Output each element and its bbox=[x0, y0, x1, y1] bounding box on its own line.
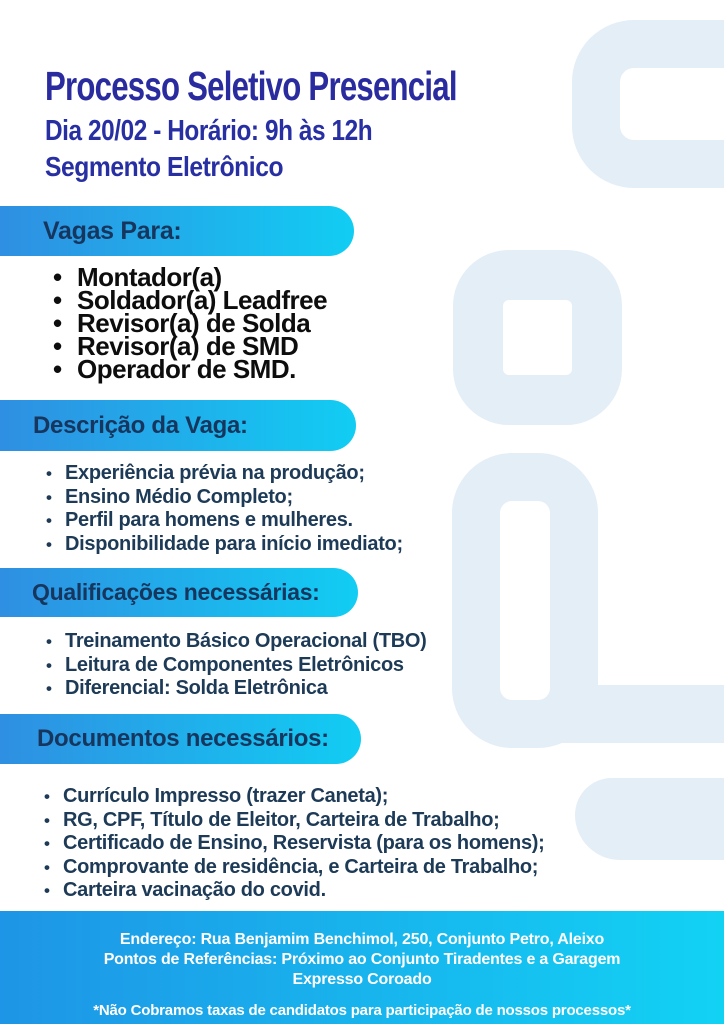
list-item-text: Montador(a) bbox=[77, 262, 222, 292]
bullet-icon bbox=[44, 810, 63, 833]
list-item bbox=[53, 354, 327, 384]
list-item-text: RG, CPF, Título de Eleitor, Carteira de Trabalho; bbox=[63, 808, 500, 831]
bullet-icon bbox=[46, 655, 65, 678]
bullet-icon bbox=[46, 510, 65, 533]
decorative-bar-lower bbox=[575, 778, 724, 860]
list-item-text: Carteira vacinação do covid. bbox=[63, 879, 326, 901]
list-item bbox=[44, 879, 545, 903]
decorative-rounded-ring-top bbox=[572, 20, 724, 188]
bullet-icon bbox=[46, 463, 65, 486]
list-item-text: Diferencial: Solda Eletrônica bbox=[65, 677, 328, 699]
documentos-list bbox=[44, 785, 545, 903]
list-item-text: Leitura de Componentes Eletrônicos bbox=[65, 653, 404, 676]
list-item-text: Comprovante de residência, e Carteira de Trabalho; bbox=[63, 855, 539, 878]
list-item bbox=[46, 486, 403, 510]
section-header-documentos bbox=[0, 714, 361, 764]
list-item-text: Operador de SMD. bbox=[77, 354, 296, 384]
list-item-text: Soldador(a) Leadfree bbox=[77, 285, 328, 315]
list-item-text: Revisor(a) de SMD bbox=[77, 331, 299, 361]
list-item bbox=[46, 509, 403, 533]
list-item bbox=[44, 856, 545, 880]
footer-reference-line-2: Expresso Coroado bbox=[292, 971, 432, 988]
decorative-bar-upper bbox=[558, 685, 724, 743]
bullet-icon bbox=[46, 631, 65, 654]
section-header-label: Documentos necessários: bbox=[37, 725, 329, 752]
section-header-qualificacoes bbox=[0, 568, 358, 617]
section-header-label: Descrição da Vaga: bbox=[33, 411, 248, 439]
vagas-list bbox=[53, 262, 328, 384]
list-item-text: Ensino Médio Completo; bbox=[65, 485, 293, 508]
bullet-icon bbox=[53, 358, 77, 381]
footer-note: *Não Cobramos taxas de candidatos para participação de nossos processos* bbox=[93, 1002, 631, 1019]
footer-banner bbox=[0, 911, 724, 1024]
bullet-icon bbox=[44, 833, 63, 856]
list-item-text: Revisor(a) de Solda bbox=[77, 308, 311, 338]
list-item-text: Disponibilidade para início imediato; bbox=[65, 532, 403, 555]
bullet-icon bbox=[44, 880, 63, 903]
list-item bbox=[46, 462, 403, 486]
bullet-icon bbox=[46, 487, 65, 510]
section-header-descricao bbox=[0, 400, 356, 451]
list-item bbox=[46, 677, 427, 701]
bullet-icon bbox=[46, 678, 65, 701]
list-item-text: Currículo Impresso (trazer Caneta); bbox=[63, 785, 389, 807]
list-item-text: Experiência prévia na produção; bbox=[65, 462, 365, 484]
descricao-list bbox=[46, 462, 403, 556]
list-item bbox=[46, 630, 427, 654]
list-item bbox=[46, 533, 403, 557]
list-item bbox=[44, 832, 545, 856]
page-title: Processo Seletivo Presencial bbox=[45, 63, 457, 109]
date-time-line: Dia 20/02 - Horário: 9h às 12h bbox=[45, 115, 373, 147]
list-item-text: Treinamento Básico Operacional (TBO) bbox=[65, 630, 427, 652]
bullet-icon bbox=[46, 534, 65, 557]
decorative-rounded-ring-middle bbox=[453, 250, 622, 425]
qualificacoes-list bbox=[46, 630, 427, 701]
footer-address-line: Endereço: Rua Benjamim Benchimol, 250, Conjunto Petro, Aleixo bbox=[119, 931, 605, 948]
list-item bbox=[44, 809, 545, 833]
footer-reference-line: Pontos de Referências: Próximo ao Conjunto Tiradentes e a Garagem bbox=[103, 951, 621, 968]
list-item bbox=[46, 654, 427, 678]
list-item-text: Perfil para homens e mulheres. bbox=[65, 509, 353, 531]
list-item-text: Certificado de Ensino, Reservista (para os homens); bbox=[63, 832, 545, 854]
section-header-label: Vagas Para: bbox=[43, 216, 182, 245]
section-header-vagas bbox=[0, 206, 354, 256]
segment-line: Segmento Eletrônico bbox=[45, 151, 284, 182]
bullet-icon bbox=[44, 786, 63, 809]
section-header-label: Qualificações necessárias: bbox=[32, 579, 320, 605]
list-item bbox=[44, 785, 545, 809]
bullet-icon bbox=[44, 857, 63, 880]
